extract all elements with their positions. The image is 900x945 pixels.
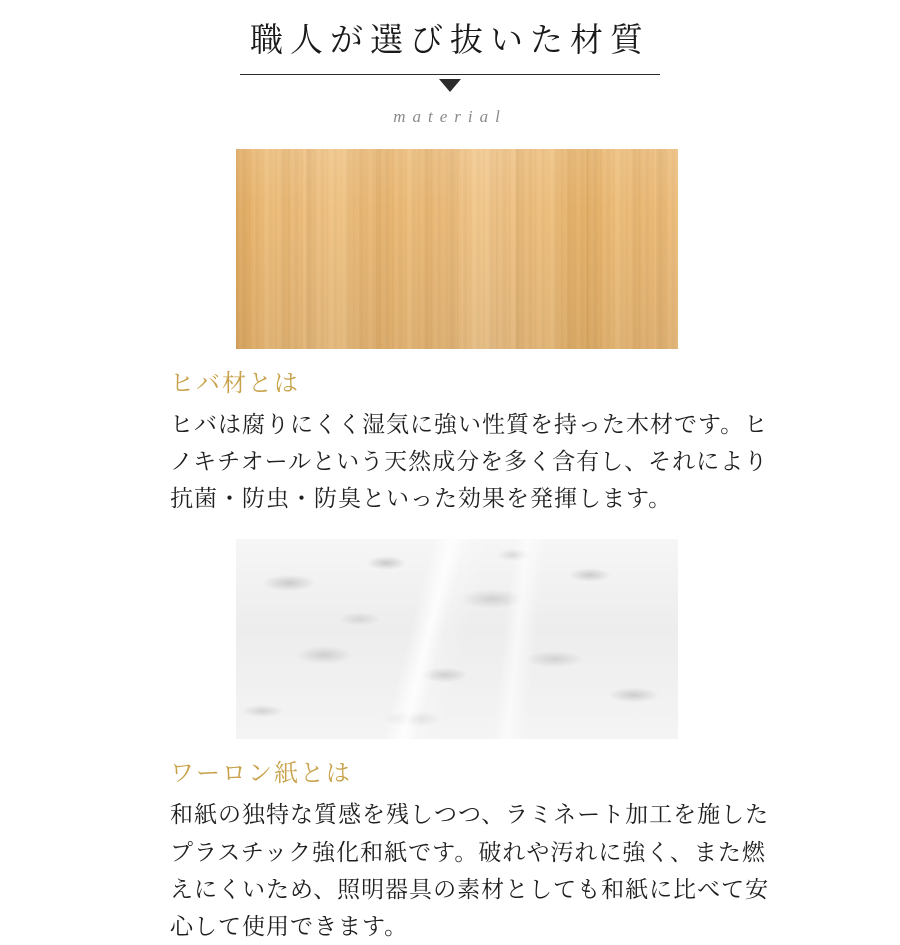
hiba-wood-swatch xyxy=(236,149,678,349)
hiba-body-text: ヒバは腐りにくく湿気に強い性質を持った木材です。ヒノキチオールという天然成分を多く含有し、それにより抗菌・防虫・防臭といった効果を発揮します。 xyxy=(170,411,769,512)
warlon-paper-swatch xyxy=(236,539,678,739)
warlon-heading: ワーロン紙とは xyxy=(170,761,352,788)
section-hiba xyxy=(0,149,900,518)
page-title: 職人が選び抜いた材質 xyxy=(240,22,660,75)
warlon-body-text: 和紙の独特な質感を残しつつ、ラミネート加工を施したプラスチック強化和紙です。破れや汚れに強く、また燃えにくいため、照明器具の素材としても和紙に比べて安心して使用できます。 xyxy=(170,802,770,940)
arrow-container xyxy=(0,79,900,99)
page-subtitle: material xyxy=(393,106,507,126)
hiba-heading: ヒバ材とは xyxy=(170,370,300,397)
triangle-down-icon xyxy=(439,79,461,92)
page-header xyxy=(0,0,900,127)
section-warlon xyxy=(0,539,900,945)
